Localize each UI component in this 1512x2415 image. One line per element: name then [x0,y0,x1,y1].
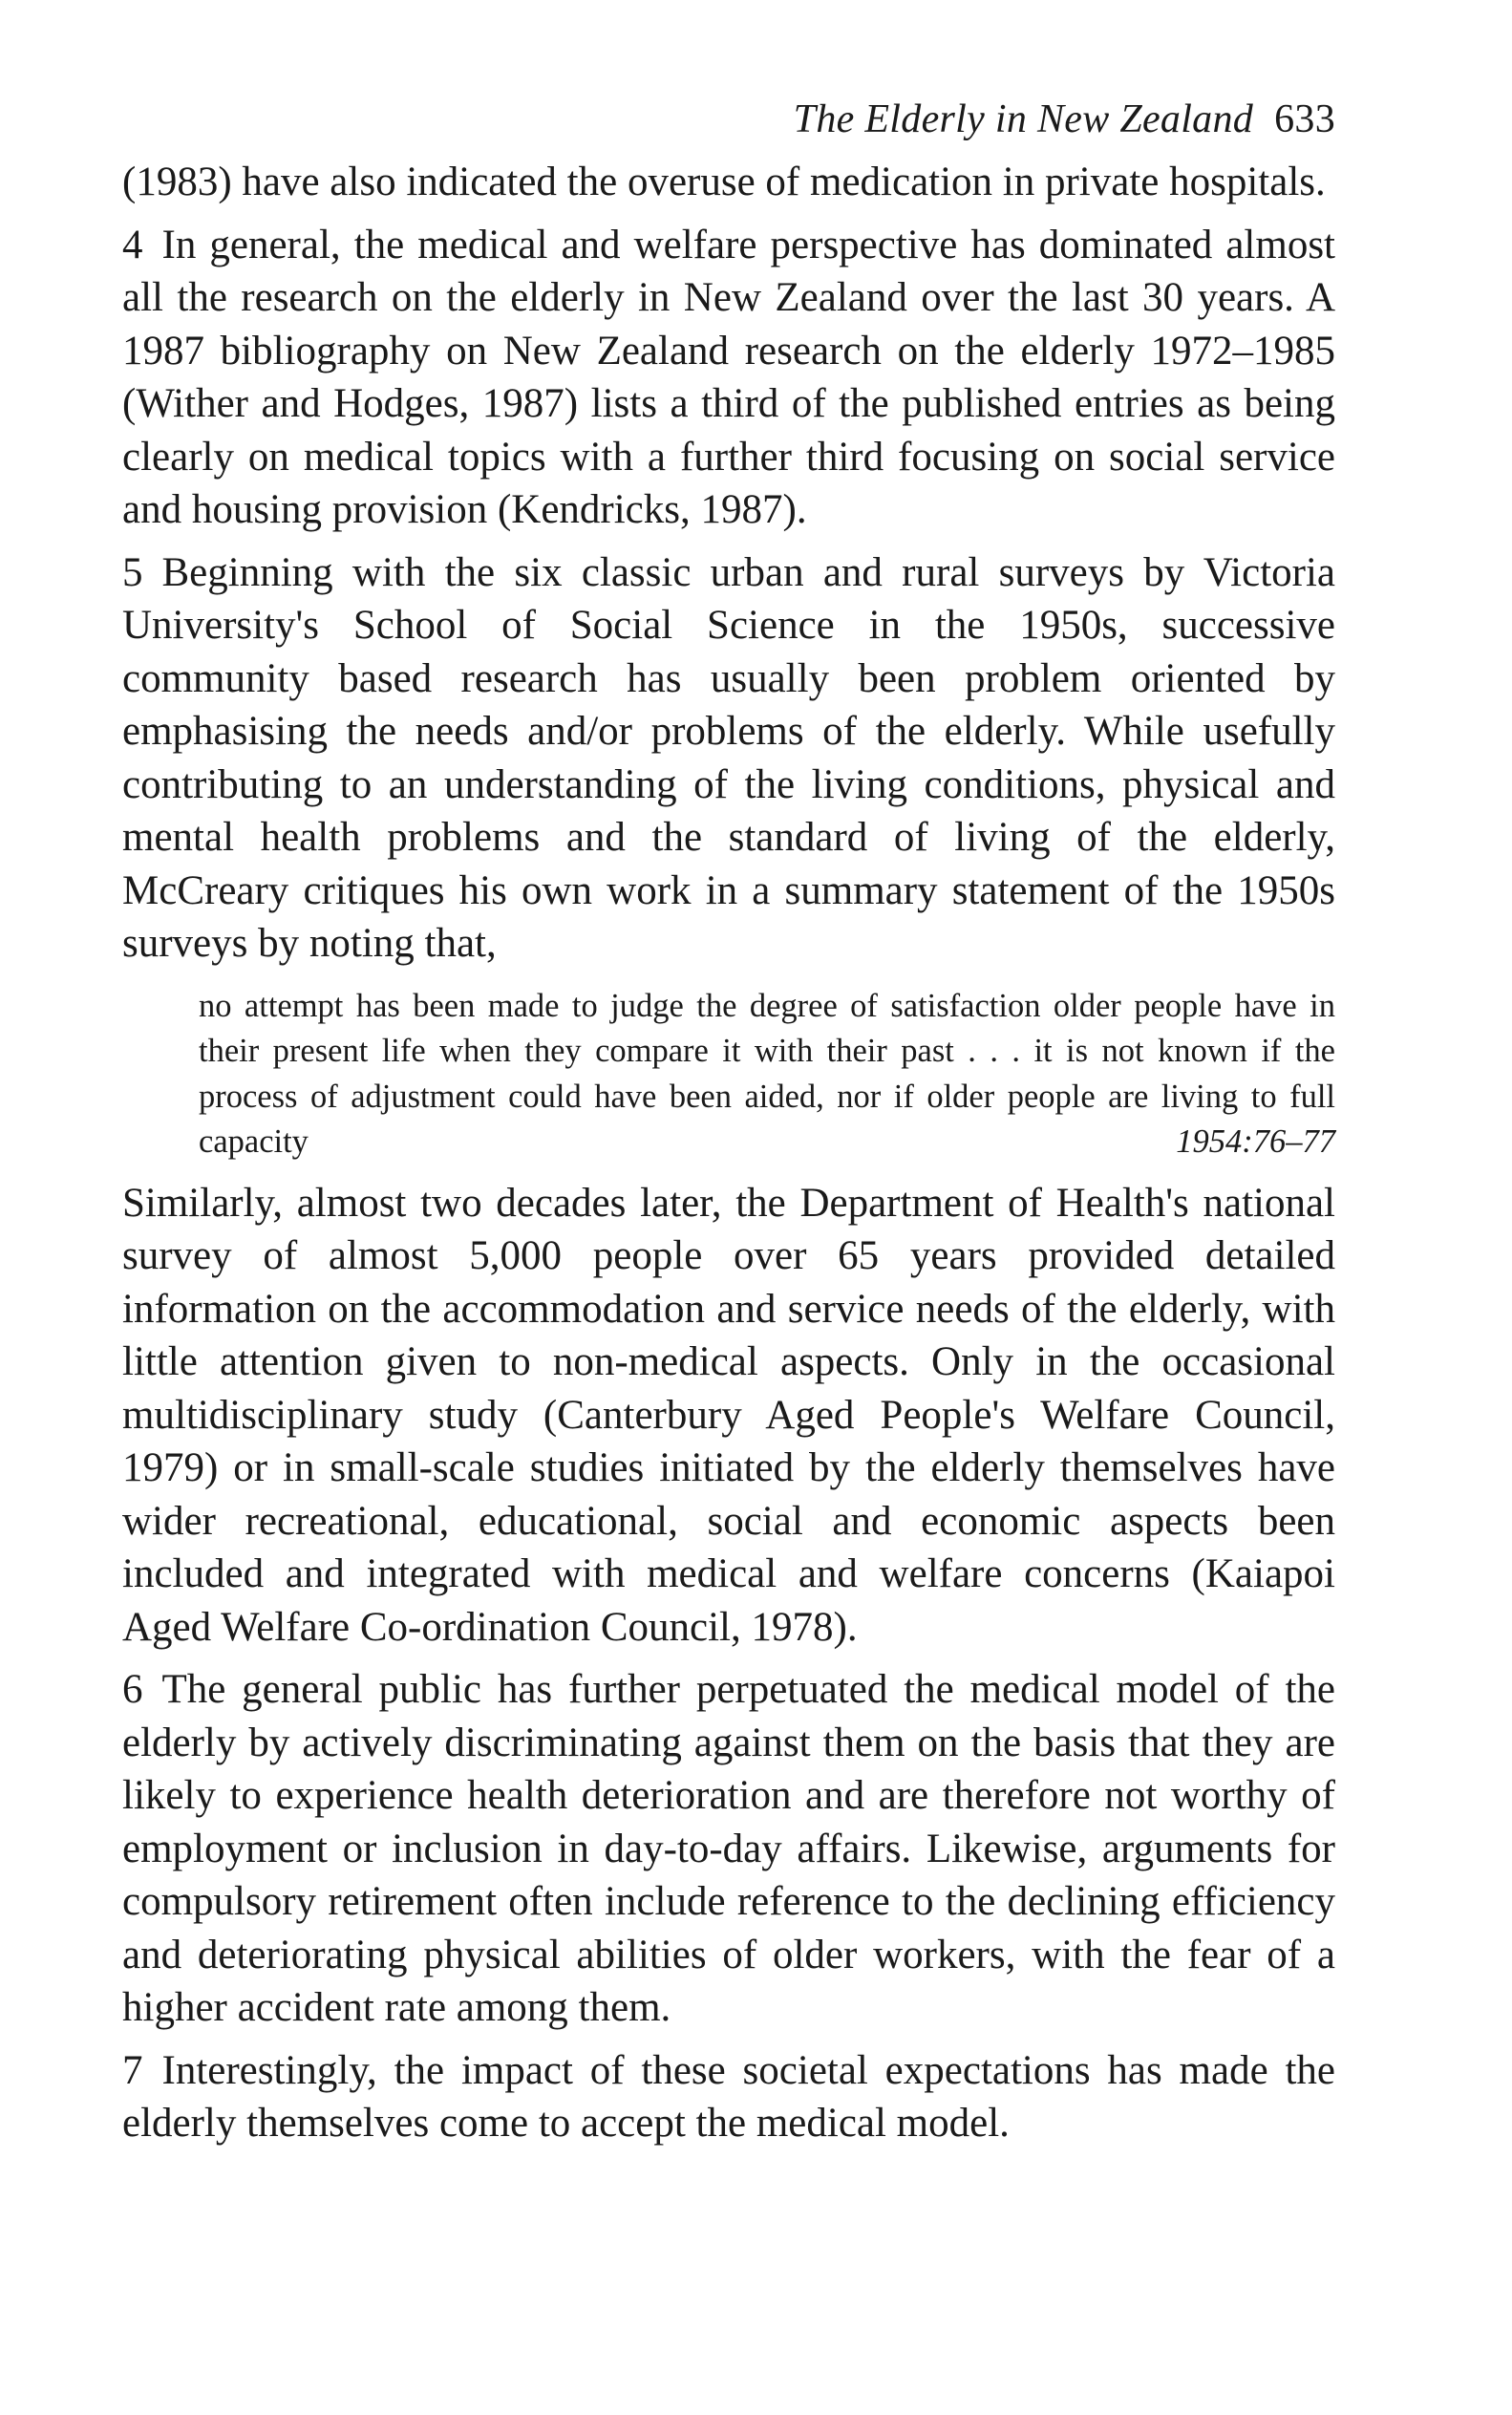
paragraph-continuation-2 [122,1177,1335,1655]
paragraph-continuation [122,156,1335,209]
paragraph-text: In general, the medical and welfare perspective has dominated almost all the research on the elderly in New Zealand over the last 30 years. A 1987 bibliography on New Zealand research on the elderly 1972–1985 (Wither and Hodges, 1987) lists a third of the published entries as being clearly on medical topics with a further third focusing on social service and housing provision (Kendricks, 1987). [122,222,1335,532]
paragraph-6 [122,1663,1335,2035]
body-text [122,156,1335,2150]
paragraph-number: 4 [122,222,143,267]
paragraph-5 [122,546,1335,971]
quote-citation: 1954:76–77 [1176,1123,1335,1160]
running-head [122,91,1335,148]
paragraph-text: Similarly, almost two decades later, the Department of Health's national survey of almost 5,000 people over 65 years provided detailed information on the accommodation and service needs of the elderly, with little attention given to non-medical aspects. Only in the occasional multidisciplinary study (Canterbury Aged People's Welfare Council, 1979) or in small-scale studies initiated by the elderly themselves have wider recreational, educational, social and economic aspects been included and integrated with medical and welfare concerns (Kaiapoi Aged Welfare Co-ordination Council, 1978). [122,1180,1335,1650]
paragraph-number: 5 [122,549,143,595]
paragraph-7 [122,2044,1335,2150]
paragraph-4 [122,219,1335,537]
paragraph-text: Interestingly, the impact of these societal expectations has made the elderly themselves come to accept the medical model. [122,2047,1335,2146]
page [122,91,1335,2150]
paragraph-number: 7 [122,2047,143,2093]
quote-text: no attempt has been made to judge the degree of satisfaction older people have in their present life when they compare it with their past . . . it is not known if the process of adjustment could have been aided, nor if older people are living to full capacity [199,987,1335,1160]
block-quote [199,984,1335,1165]
paragraph-text: The general public has further perpetuated the medical model of the elderly by actively discriminating against them on the basis that they are likely to experience health deterioration and are therefore not worthy of employment or inclusion in day-to-day affairs. Likewise, arguments for compulsory retirement often include reference to the declining efficiency and deteriorating physical abilities of older workers, with the fear of a higher accident rate among them. [122,1667,1335,2030]
paragraph-text: Beginning with the six classic urban and rural surveys by Victoria University's School of Social Science in the 1950s, successive community based research has usually been problem oriented by emphasising the needs and/or problems of the elderly. While usefully contributing to an understanding of the living conditions, physical and mental health problems and the standard of living of the elderly, McCreary critiques his own work in a summary statement of the 1950s surveys by noting that, [122,549,1335,966]
page-number: 633 [1274,97,1335,141]
paragraph-text: (1983) have also indicated the overuse of medication in private hospitals. [122,160,1326,204]
running-title: The Elderly in New Zealand [793,97,1254,141]
paragraph-number: 6 [122,1667,143,1712]
